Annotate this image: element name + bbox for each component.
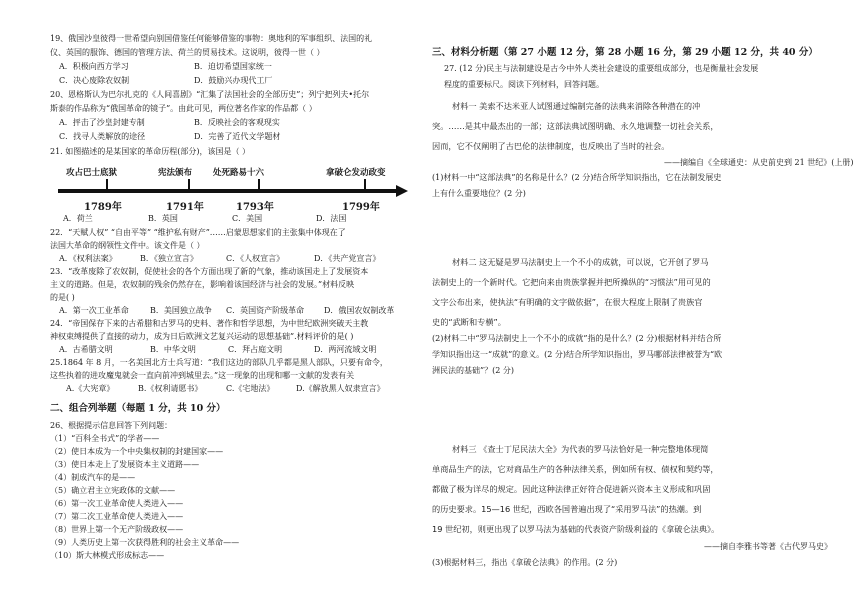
material-1-line3: 因而，它不仅阐明了古巴伦的法律制度，也反映出了当时的社会。 (432, 141, 670, 151)
q23-stem-line1: 23．“改革废除了农奴制，促使社会的各个方面出现了新的气象，推动该国走上了发展资本 (50, 267, 369, 276)
q25-option-d[interactable]: D.《解放黑人奴隶宣言》 (296, 384, 385, 393)
q25-option-a[interactable]: A.《大宪章》 (66, 384, 115, 393)
section-2-title: 二、组合列举题（每题 1 分，共 10 分） (50, 403, 226, 414)
material-2-line4: 史的“武断和专横”。 (432, 317, 506, 327)
timeline-year-1: 1789年 (84, 202, 122, 213)
timeline-tick (106, 179, 108, 191)
q23-option-b[interactable]: B．美国独立战争 (150, 306, 212, 315)
material-3-line3: 都做了极为详尽的规定。因此这种法律正好符合促进新兴资本主义形成和巩固 (432, 484, 711, 494)
q22-stem-line2: 法国大革命的纲领性文件中。该文件是（ ） (50, 241, 205, 250)
q22-option-c[interactable]: C．《人权宣言》 (226, 254, 285, 263)
material-3-line2: 单商品生产的法，它对商品生产的各种法律关系，例如所有权、债权和契约等， (432, 464, 719, 474)
section-3-title: 三、材料分析题（第 27 小题 12 分，第 28 小题 16 分，第 29 小题 12 分，共 40 分） (432, 47, 818, 58)
timeline-tick (258, 179, 260, 191)
material-2-line2: 法制史上的一个新时代。它把向来由贵族掌握并把所操纵的“习惯法”用可见的 (432, 277, 711, 287)
q22-option-a[interactable]: A．《权利法案》 (59, 254, 117, 263)
right-column (432, 0, 860, 607)
q19-option-c[interactable]: C．决心废除农奴制 (59, 76, 130, 85)
q27-intro-line2: 程度的重要标尺。阅读下列材料，回答问题。 (444, 80, 604, 89)
q20-stem-line1: 20、恩格斯认为巴尔扎克的《人间喜剧》“汇集了法国社会的全部历史”；列宁把列夫•托尔 (50, 90, 370, 99)
q24-option-c[interactable]: C．拜占庭文明 (228, 345, 283, 354)
timeline-event-3: 处死路易十六 (213, 168, 265, 178)
q26-item-3: （3）使日本走上了发展资本主义道路—— (50, 460, 200, 469)
timeline-event-1: 攻占巴士底狱 (66, 168, 118, 178)
material-3-line5: 19 世纪初，则更出现了以罗马法为基础的代表资产阶级利益的《拿破仑法典》。 (432, 524, 720, 534)
timeline-tick (188, 179, 190, 191)
q19-stem-line2: 仪、英国的服饰、德国的管理方法、荷兰的贸易技术。这说明，彼得一世（ ） (50, 48, 325, 57)
question-1-line2: 上有什么重要地位？(2 分) (432, 189, 526, 198)
material-3-source: ——摘自李雅书等著《古代罗马史》 (704, 542, 832, 551)
q21-option-a[interactable]: A．荷兰 (63, 214, 93, 223)
timeline-axis (58, 189, 398, 193)
timeline-tick (364, 179, 366, 191)
q26-item-2: （2）使日本成为一个中央集权制的封建国家—— (50, 447, 224, 456)
q21-stem: 21. 如图描述的是某国家的革命历程(部分)，该国是（ ） (50, 147, 251, 156)
q22-stem-line1: 22．“天赋人权” “自由平等” “维护私有财产”……启蒙思想家们的主张集中体现在了 (50, 228, 346, 237)
q26-item-8: （8）世界上第一个无产阶级政权—— (50, 525, 184, 534)
q25-option-c[interactable]: C.《宅地法》 (226, 384, 275, 393)
q24-stem-line1: 24．“帝国保存下来的古希腊和古罗马的史料、著作和哲学思想，为中世纪欧洲突破天主教 (50, 319, 369, 328)
q26-stem: 26、根据提示信息回答下列问题： (50, 421, 173, 430)
question-2-line3: 洲民法的基础”？(2 分) (432, 366, 514, 375)
q26-item-1: （1）“百科全书式”的学者—— (50, 434, 160, 443)
q23-stem-line2: 主义的道路。但是，农奴制的残余仍然存在，影响着该国经济与社会的发展。”材料反映 (50, 280, 355, 289)
q23-option-a[interactable]: A．第一次工业革命 (59, 306, 129, 315)
q22-option-d[interactable]: D．《共产党宣言》 (314, 254, 381, 263)
material-2-line3: 文字公布出来，使执法“有明确的文字做依据”，在很大程度上限制了贵族官 (432, 297, 703, 307)
q25-option-b[interactable]: B.《权利请愿书》 (138, 384, 203, 393)
q20-option-a[interactable]: A．抨击了沙皇封建专制 (59, 118, 145, 127)
q27-intro-line1: 27. (12 分)民主与法制建设是古今中外人类社会建设的重要组成部分，也是衡量社会发展 (444, 64, 759, 73)
question-1-line1: (1)材料一中“这部法典”的名称是什么？(2 分)结合所学知识指出，它在法制发展史 (432, 173, 722, 182)
q23-option-d[interactable]: D．俄国农奴制改革 (324, 306, 395, 315)
timeline-event-4: 拿破仑发动政变 (326, 168, 386, 178)
q26-item-4: （4）制成汽车的是—— (50, 473, 136, 482)
q23-stem-line3: 的是( ) (50, 293, 75, 302)
q21-option-b[interactable]: B．英国 (148, 214, 178, 223)
q26-item-7: （7）第二次工业革命使人类进入—— (50, 512, 184, 521)
q26-item-5: （5）确立君主立宪政体的文献—— (50, 486, 176, 495)
q20-option-d[interactable]: D．完善了近代文学题材 (194, 132, 281, 141)
timeline-year-2: 1791年 (166, 202, 204, 213)
material-2-line1: 材料二 这无疑是罗马法制史上一个不小的成就，可以说，它开创了罗马 (452, 257, 709, 267)
left-column (0, 0, 420, 607)
material-1-line1: 材料一 美索不达米亚人试图通过编制完备的法典来消除各种潜在的冲 (452, 101, 701, 111)
q19-option-b[interactable]: B．迫切希望国家统一 (194, 62, 272, 71)
q24-option-d[interactable]: D．两河流域文明 (314, 345, 377, 354)
q20-stem-line2: 斯泰的作品称为“俄国革命的镜子”。由此可见，两位著名作家的作品都（ ） (50, 104, 317, 113)
material-3-line4: 的历史要求。15—16 世纪，西欧各国普遍出现了“采用罗马法”的热潮。到 (432, 504, 702, 514)
q20-option-b[interactable]: B．反映社会的客观现实 (194, 118, 280, 127)
timeline-year-4: 1799年 (342, 202, 380, 213)
question-3: (3)根据材料三，指出《拿破仑法典》的作用。(2 分) (432, 558, 618, 567)
timeline-year-3: 1793年 (236, 202, 274, 213)
material-1-source: ——摘编自《全球通史：从史前史到 21 世纪》(上册) (664, 158, 854, 167)
q20-option-c[interactable]: C．找寻人类解放的途径 (59, 132, 146, 141)
q25-stem-line1: 25.1864 年 8 月，一名美国北方士兵写道：“我们这边的部队几乎都是黑人部队，只要有命令， (50, 358, 388, 367)
material-3-line1: 材料三 《查士丁尼民法大全》为代表的罗马法恰好是一种完整地体现简 (452, 444, 709, 454)
q25-stem-line2: 这些执着的进攻魔鬼就会一直向前冲到城里去。”这一现象的出现和哪一文献的发表有关 (50, 371, 355, 380)
q24-option-b[interactable]: B．中华文明 (150, 345, 196, 354)
revolution-timeline (58, 166, 418, 218)
q24-option-a[interactable]: A．古希腊文明 (59, 345, 113, 354)
timeline-arrow-icon (396, 185, 408, 197)
q21-option-c[interactable]: C．美国 (232, 214, 263, 223)
q26-item-9: （9）人类历史上第一次获得胜利的社会主义革命—— (50, 538, 240, 547)
q22-option-b[interactable]: B．《独立宣言》 (140, 254, 198, 263)
q19-option-a[interactable]: A．积极向西方学习 (59, 62, 129, 71)
timeline-event-2: 宪法颁布 (158, 168, 193, 178)
q19-stem-line1: 19、俄国沙皇彼得一世希望向别国借鉴任何能够借鉴的事物：奥地利的军事组织、法国的礼 (50, 34, 373, 43)
question-2-line1: (2)材料二中“罗马法制史上一个不小的成就”指的是什么？(2 分)根据材料并结合所 (432, 334, 722, 343)
q19-option-d[interactable]: D．鼓励兴办现代工厂 (194, 76, 273, 85)
q21-option-d[interactable]: D．法国 (316, 214, 347, 223)
q23-option-c[interactable]: C．英国资产阶级革命 (226, 306, 305, 315)
q26-item-6: （6）第一次工业革命使人类进入—— (50, 499, 184, 508)
q26-item-10: （10）斯大林模式形成标志—— (50, 551, 165, 560)
question-2-line2: 学知识指出这一“成就”的意义。(2 分)结合所学知识指出，罗马哪部法律被誉为“欧 (432, 350, 723, 359)
material-1-line2: 突。……是其中最杰出的一部；这部法典试图明确、永久地调整一切社会关系， (432, 121, 719, 131)
q24-stem-line2: 神权束缚提供了直接的动力，成为日后欧洲文艺复兴运动的思想基础”.材料评价的是( ) (50, 332, 354, 341)
